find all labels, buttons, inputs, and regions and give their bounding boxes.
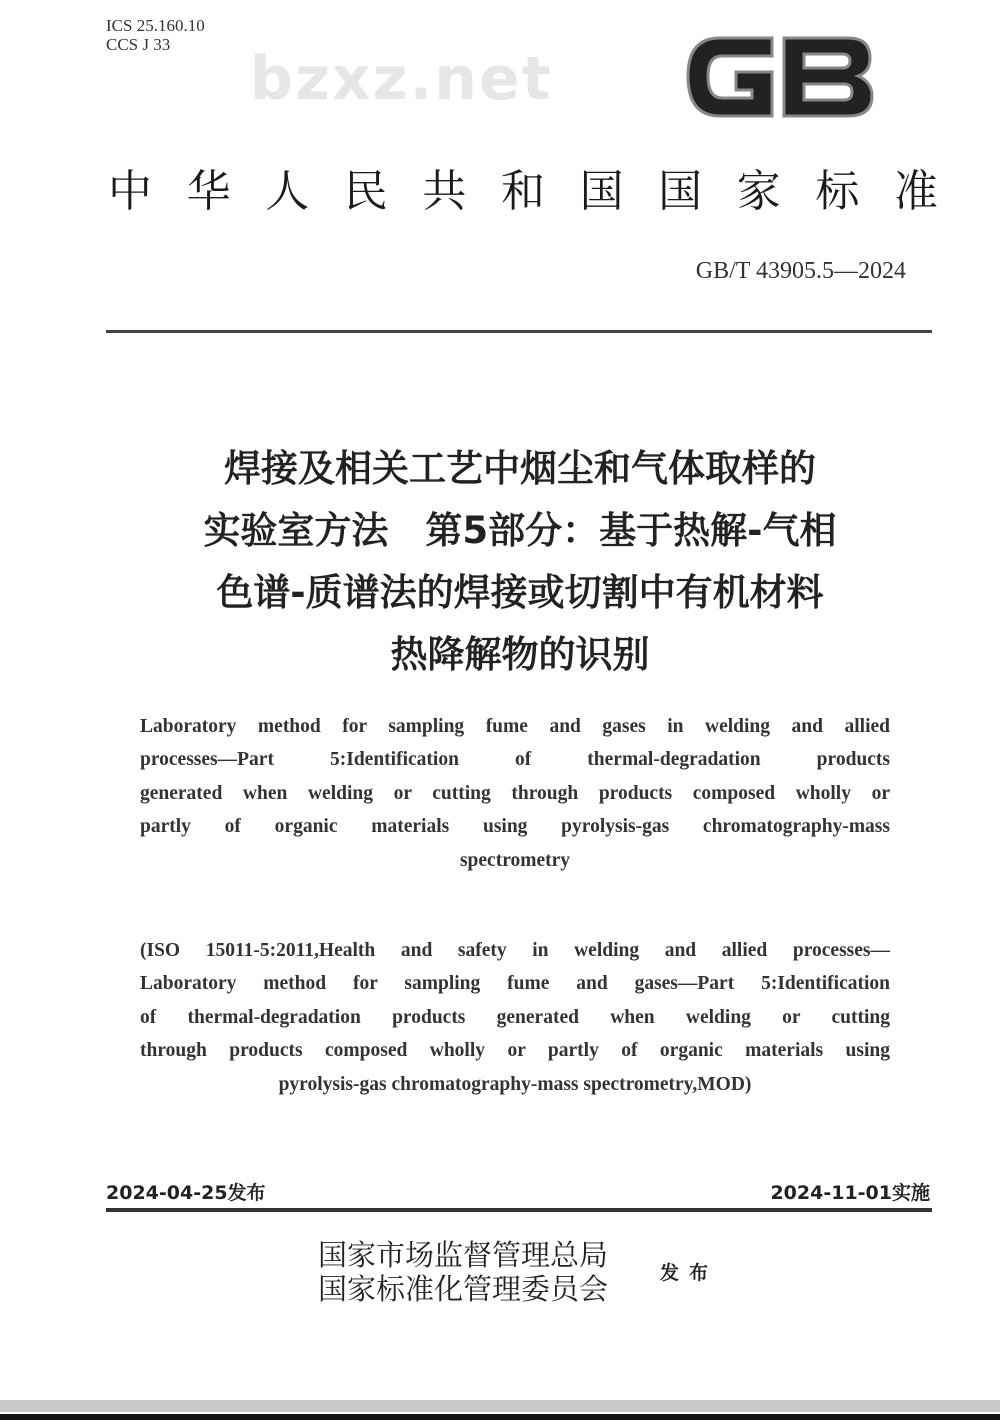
publish-label: 发布 bbox=[660, 1262, 719, 1284]
gb-logo bbox=[680, 24, 880, 128]
title-char: 国 bbox=[579, 166, 624, 217]
english-title-line: spectrometry bbox=[459, 849, 571, 871]
header-divider bbox=[106, 330, 932, 333]
english-title-line: processes—Part 5:Identification of thermal-degradation products bbox=[140, 749, 890, 771]
ccs-code: CCS J 33 bbox=[106, 35, 171, 54]
title-char: 民 bbox=[343, 166, 388, 217]
title-char: 华 bbox=[186, 166, 231, 217]
iso-reference-line: pyrolysis-gas chromatography-mass spectrometry,MOD) bbox=[278, 1073, 752, 1095]
chinese-title-line: 焊接及相关工艺中烟尘和气体取样的 bbox=[224, 447, 816, 490]
watermark: bzxz.net bbox=[250, 44, 553, 114]
english-title-line: Laboratory method for sampling fume and gases in welding and allied bbox=[140, 716, 890, 737]
iso-reference-line: Laboratory method for sampling fume and gases—Part 5:Identification bbox=[140, 973, 890, 995]
english-title-line: generated when welding or cutting through products composed wholly or bbox=[140, 782, 890, 804]
page-edge-band bbox=[0, 1400, 1000, 1412]
publisher: 国家标准化管理委员会 bbox=[318, 1272, 609, 1306]
page-edge-shadow bbox=[0, 1414, 1000, 1420]
ics-code: ICS 25.160.10 bbox=[106, 16, 205, 35]
iso-reference-line: of thermal-degradation products generated when welding or cutting bbox=[140, 1006, 890, 1028]
title-char: 标 bbox=[815, 166, 860, 217]
publishers bbox=[318, 1238, 608, 1306]
iso-reference-line: through products composed wholly or partly of organic materials using bbox=[140, 1040, 890, 1062]
issue-date: 2024-04-25发布 bbox=[106, 1182, 266, 1204]
english-title-line: partly of organic materials using pyrolysis-gas chromatography-mass bbox=[140, 816, 890, 838]
footer-divider bbox=[106, 1208, 932, 1212]
title-char: 中 bbox=[108, 166, 152, 217]
title-char: 国 bbox=[658, 166, 703, 217]
classification-codes bbox=[106, 16, 205, 54]
title-char: 共 bbox=[422, 166, 467, 217]
chinese-title-line: 实验室方法 第5部分：基于热解-气相 bbox=[203, 509, 837, 552]
standard-type-title bbox=[108, 166, 938, 218]
chinese-title-line: 色谱-质谱法的焊接或切割中有机材料 bbox=[216, 571, 824, 614]
standard-number: GB/T 43905.5—2024 bbox=[695, 258, 906, 284]
title-char: 和 bbox=[500, 166, 545, 217]
title-char: 准 bbox=[893, 166, 938, 217]
iso-reference-line: (ISO 15011-5:2011,Health and safety in welding and allied processes— bbox=[140, 940, 890, 961]
chinese-title bbox=[80, 438, 960, 686]
title-char: 家 bbox=[736, 166, 781, 217]
english-title bbox=[140, 710, 890, 877]
iso-reference bbox=[140, 934, 890, 1101]
publisher: 国家市场监督管理总局 bbox=[318, 1238, 609, 1272]
implementation-date: 2024-11-01实施 bbox=[770, 1182, 930, 1204]
title-char: 人 bbox=[265, 166, 310, 217]
chinese-title-line: 热降解物的识别 bbox=[390, 633, 650, 676]
